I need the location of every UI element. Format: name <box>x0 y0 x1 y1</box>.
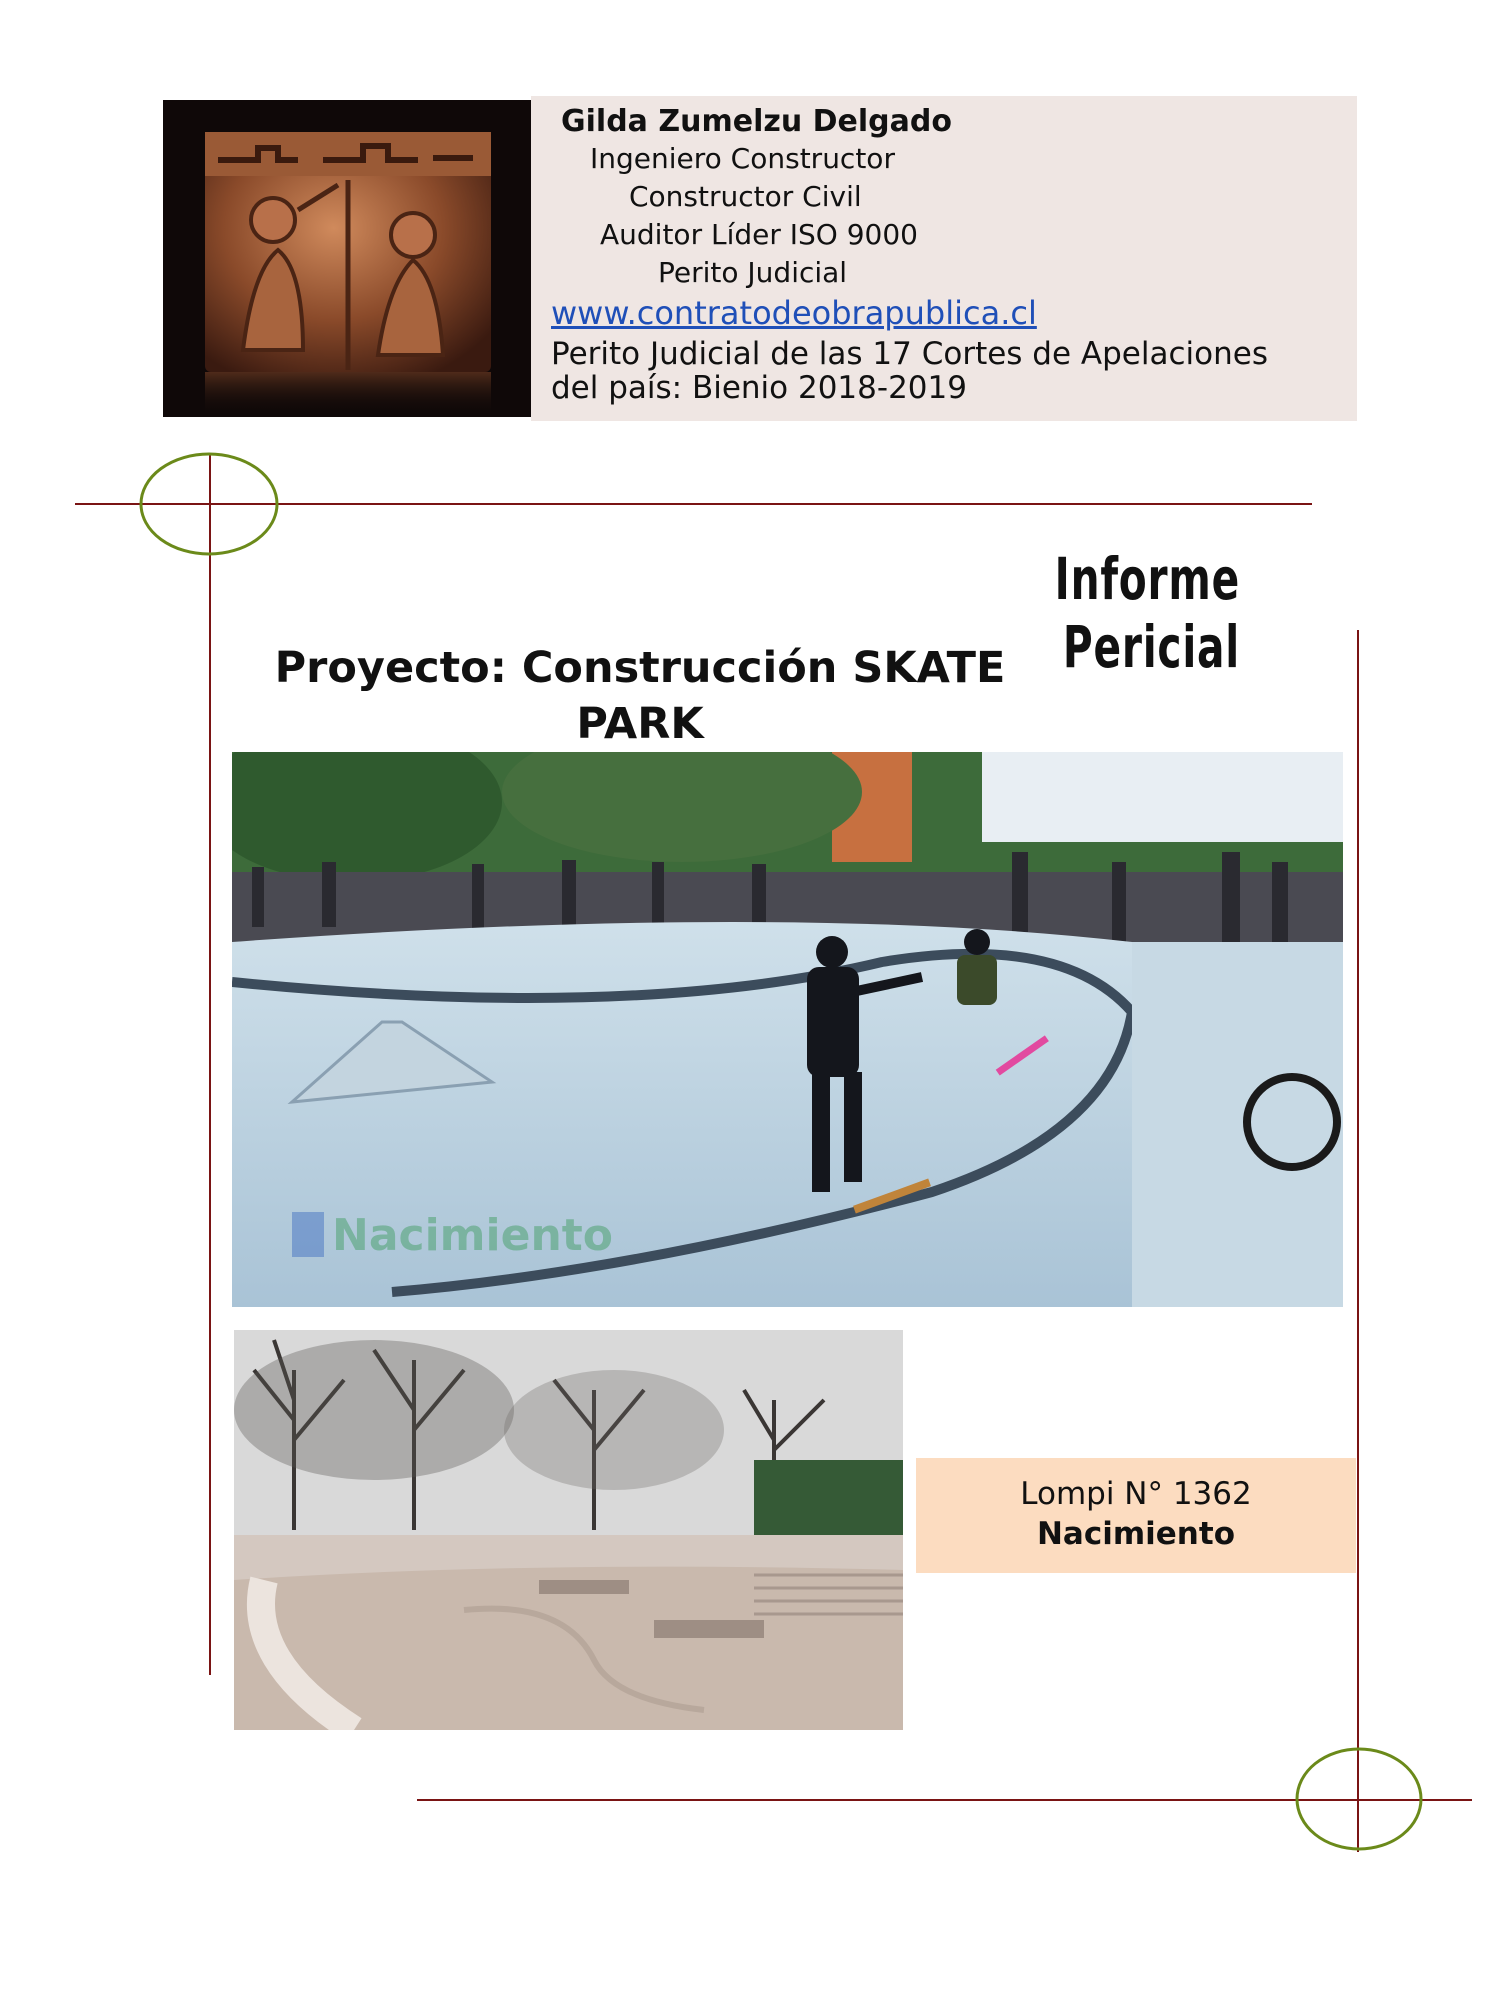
author-role: Constructor Civil <box>629 180 862 213</box>
court-appointment-period: del país: Bienio 2018-2019 <box>551 370 967 406</box>
project-title <box>240 640 1040 752</box>
author-role: Auditor Líder ISO 9000 <box>600 218 918 251</box>
project-title-line: PARK <box>576 699 704 749</box>
report-title: Informe Pericial <box>1054 545 1240 681</box>
project-title-line: Proyecto: Construcción SKATE <box>274 643 1006 693</box>
top-left-circle-ornament <box>138 450 282 560</box>
location-address: Lompi N° 1362 <box>1020 1476 1252 1512</box>
bottom-right-circle-ornament <box>1295 1744 1425 1854</box>
municipality-logo-watermark <box>292 1210 613 1261</box>
location-city: Nacimiento <box>1036 1516 1235 1552</box>
header-sculpture-image <box>163 100 531 417</box>
author-role: Ingeniero Constructor <box>590 142 895 175</box>
watermark-text: Nacimiento <box>332 1210 614 1261</box>
left-vertical-rule <box>209 453 211 1675</box>
website-link[interactable]: www.contratodeobrapublica.cl <box>551 294 1037 332</box>
location-box <box>916 1458 1356 1573</box>
author-info-panel <box>531 96 1357 421</box>
court-appointment-text: Perito Judicial de las 17 Cortes de Apelaciones <box>551 336 1268 372</box>
right-vertical-rule <box>1357 630 1359 1852</box>
skatepark-action-photo <box>232 752 1343 1307</box>
author-name: Gilda Zumelzu Delgado <box>561 104 952 139</box>
author-role: Perito Judicial <box>658 256 848 289</box>
skatepark-empty-photo <box>234 1330 903 1730</box>
